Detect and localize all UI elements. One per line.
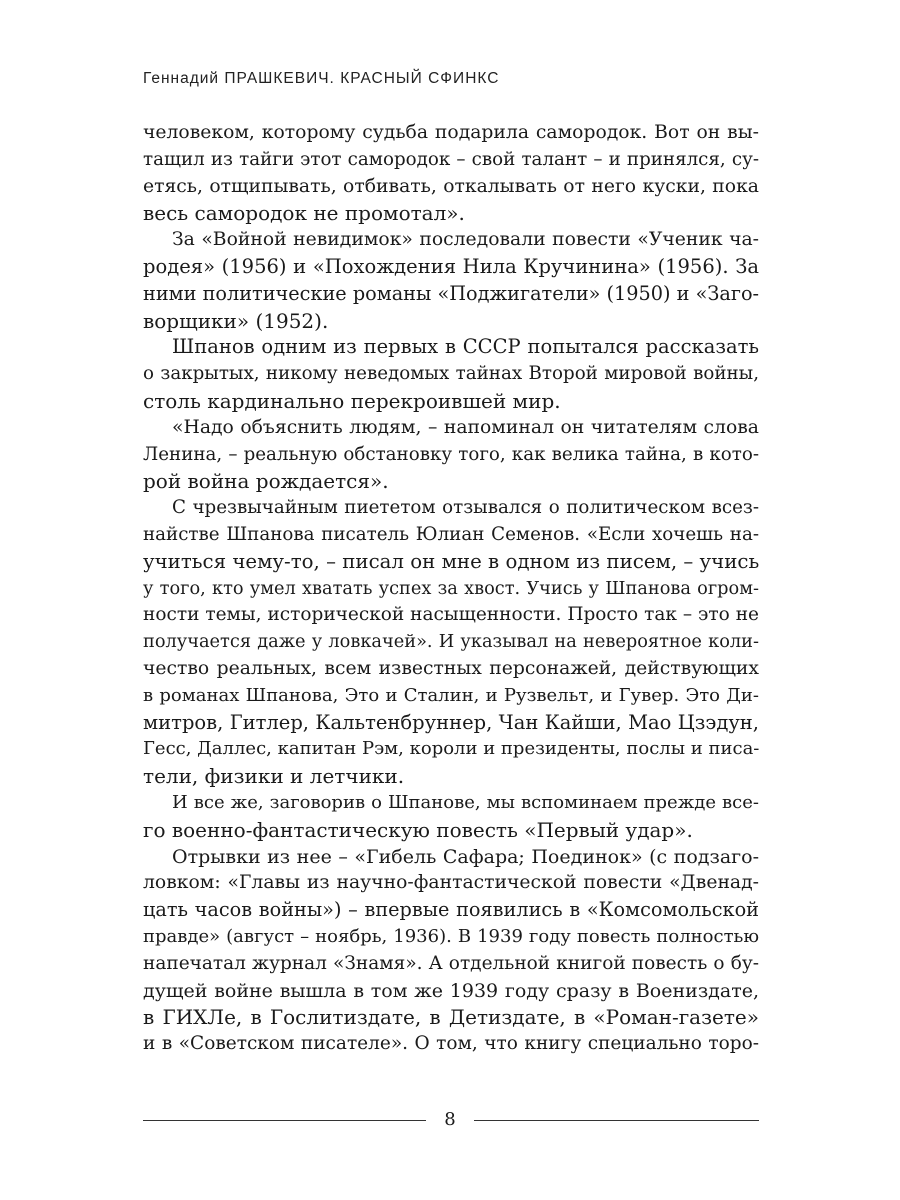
text-line: о закрытых, никому неведомых тайнах Второй мировой войны, (143, 363, 759, 385)
text-line: С чрезвычайным пиететом отзывался о политическом всез- (172, 497, 759, 519)
text-line: напечатал журнал «Знамя». А отдельной книгой повесть о бу- (143, 952, 759, 974)
text-line: родея» (1956) и «Похождения Нила Кручинина» (1956). За (143, 254, 759, 278)
text-line: ними политические романы «Поджигатели» (1950) и «Заго- (143, 281, 760, 305)
text-line: ности темы, исторической насыщенности. Просто так – это не (143, 604, 759, 626)
running-head (143, 70, 499, 88)
text-line: тели, физики и летчики. (143, 764, 405, 789)
text-line: тащил из тайги этот самородок – свой талант – и принялся, су- (143, 148, 759, 170)
text-line: Отрывки из нее – «Гибель Сафара; Поединок» (с подзаго- (172, 845, 759, 868)
text-line: чество реальных, всем известных персонажей, действующих (143, 657, 759, 679)
text-line: рой война рождается». (143, 469, 389, 494)
text-line: За «Войной невидимок» последовали повести «Ученик ча- (172, 229, 759, 251)
body-text (143, 120, 759, 1058)
text-line: найстве Шпанова писатель Юлиан Семенов. «Если хочешь на- (143, 523, 759, 545)
running-head-title: КРАСНЫЙ СФИНКС (340, 70, 500, 87)
text-line: у того, кто умел хватать успех за хвост. Учись у Шпанова огром- (143, 578, 759, 599)
text-line: столь кардинально перекроившей мир. (143, 388, 561, 413)
text-line: Ленина, – реальную обстановку того, как велика тайна, в кото- (143, 443, 759, 465)
text-line: получается даже у ловкачей». И указывал на невероятное коли- (143, 632, 759, 653)
text-line: в романах Шпанова, Это и Сталин, и Рузвельт, и Гувер. Это Ди- (143, 684, 759, 706)
text-line: весь самородок не промотал». (143, 201, 465, 226)
page-footer (143, 1106, 759, 1136)
text-line: ловком: «Главы из научно-фантастической повести «Двенад- (143, 872, 759, 894)
text-line: учиться чему-то, – писал он мне в одном из писем, – учись (143, 549, 760, 573)
text-line: етясь, отщипывать, отбивать, откалывать от него куски, пока (143, 175, 759, 197)
text-line: и в «Советском писателе». О том, что книгу специально торо- (143, 1033, 759, 1055)
text-line: человеком, которому судьба подарила самородок. Вот он вы- (143, 122, 759, 143)
footer-rule-right (474, 1120, 759, 1121)
running-head-author-last: ПРАШКЕВИЧ. (224, 70, 335, 87)
text-line: «Надо объяснить людям, – напоминал он читателям слова (172, 416, 759, 438)
footer-rule-left (143, 1120, 426, 1121)
text-line: правде» (август – ноябрь, 1936). В 1939 году повесть полностью (143, 925, 759, 947)
text-line: го военно-фантастическую повесть «Первый удар». (143, 817, 693, 842)
running-head-author-first: Геннадий (143, 70, 220, 87)
text-line: Шпанов одним из первых в СССР попытался рассказать (172, 335, 759, 359)
text-line: цать часов войны») – впервые появились в «Комсомольской (143, 898, 759, 922)
text-line: И все же, заговорив о Шпанове, мы вспоминаем прежде все- (172, 791, 759, 813)
text-line: Гесс, Даллес, капитан Рэм, короли и президенты, послы и писа- (143, 738, 760, 760)
text-line: ворщики» (1952). (143, 308, 329, 333)
text-line: митров, Гитлер, Кальтенбруннер, Чан Кайши, Мао Цзэдун, (143, 710, 759, 734)
text-line: дущей войне вышла в том же 1939 году сразу в Воениздате, (143, 979, 759, 1002)
text-line: в ГИХЛе, в Гослитиздате, в Детиздате, в «Роман-газете» (143, 1005, 759, 1030)
page-number: 8 (444, 1109, 456, 1130)
